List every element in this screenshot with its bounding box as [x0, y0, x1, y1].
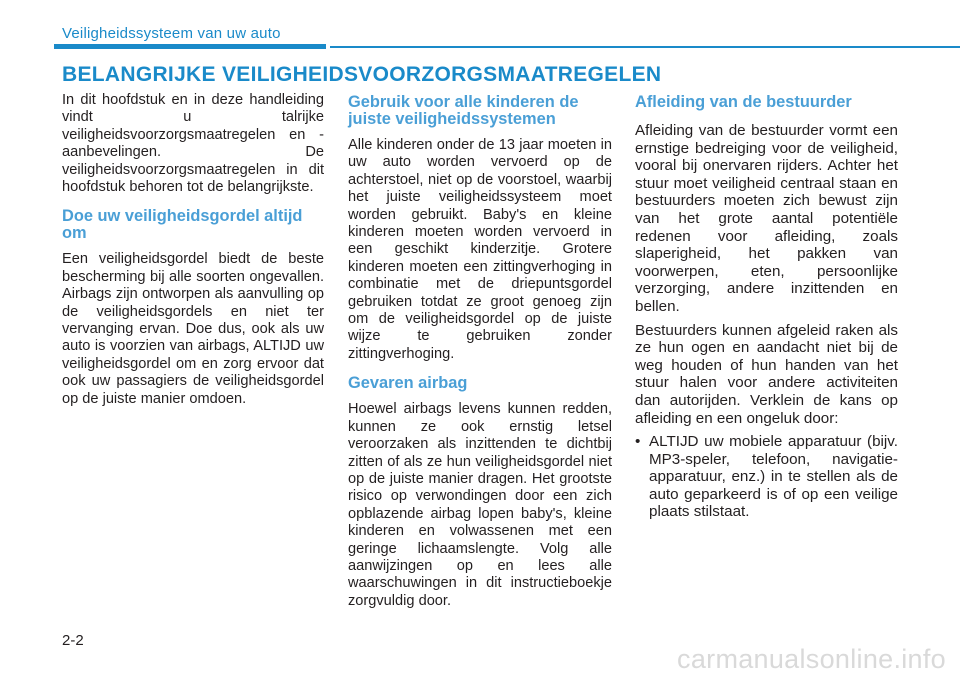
page-number: 2-2	[62, 632, 84, 649]
intro-paragraph: In dit hoofdstuk en in deze handleiding vindt u talrijke veiligheidsvoorzorgsmaatregelen en -aanbevelingen. De veiligheidsvoorzorgsmaatregelen in dit hoofdstuk behoren tot de belangrijkste.	[62, 92, 324, 196]
driver-distraction-paragraph-2: Bestuurders kunnen afgeleid raken als ze hun ogen en aandacht niet bij de weg houden of hun handen van het stuur halen voor andere activiteiten dan autorijden. Verklein de kans op afleiding en een ongeluk door:	[635, 321, 898, 427]
column-1	[62, 92, 324, 418]
seatbelt-paragraph: Een veiligheidsgordel biedt de beste bescherming bij alle soorten ongevallen. Airbags zijn ontworpen als aanvulling op de veiligheidsgordels en niet ter vervanging ervan. Doe dus, ook als uw auto is voorzien van airbags, ALTIJD uw veiligheidsgordel om en zorg ervoor dat ook uw passagiers de veiligheidsgordel op de juiste manier omdoen.	[62, 251, 324, 407]
column-3	[635, 92, 898, 521]
child-restraint-paragraph: Alle kinderen onder de 13 jaar moeten in uw auto worden vervoerd op de achterstoel, niet op de voorstoel, waarbij het juiste veiligheidssysteem moet worden gebruikt. Baby's en kleine kinderen moeten worden vervoerd in een geschikt kinderzitje. Grotere kinderen moeten een zittingverhoging in combinatie met de driepuntsgordel gebruiken totdat ze groot genoeg zijn om de veiligheidsgordel op de juiste wijze te gebruiken zonder zittingverhoging.	[348, 137, 612, 362]
header-rule-thin	[330, 46, 960, 48]
column-2	[348, 92, 612, 620]
section-header-title: Veiligheidssysteem van uw auto	[62, 25, 281, 42]
child-restraint-heading: Gebruik voor alle kinderen de juiste veiligheidssystemen	[348, 93, 579, 128]
airbag-hazards-paragraph: Hoewel airbags levens kunnen redden, kunnen ze ook ernstig letsel veroorzaken als inzittenden te dichtbij zitten of als ze hun veiligheidsgordel niet op de juiste manier dragen. Het grootste risico op verwondingen door een zich opblazende airbag lopen baby's, kleine kinderen en volwassenen met een geringe lichaamslengte. Volg alle aanwijzingen op en lees alle waarschuwingen in dit instructieboekje zorgvuldig door.	[348, 401, 612, 609]
seatbelt-heading: Doe uw veiligheidsgordel altijd om	[62, 207, 303, 243]
list-item	[635, 433, 898, 521]
driver-distraction-heading: Afleiding van de bestuurder	[635, 93, 852, 111]
header-rule-thick	[54, 44, 326, 49]
bullet-text: ALTIJD uw mobiele apparatuur (bijv. MP3-speler, telefoon, navigatie-apparatuur, enz.) in te stellen als de auto geparkeerd is of op een veilige plaats stilstaat.	[649, 433, 898, 521]
airbag-hazards-heading: Gevaren airbag	[348, 374, 468, 393]
page-title: BELANGRIJKE VEILIGHEIDSVOORZORGSMAATREGELEN	[62, 63, 662, 86]
driver-distraction-paragraph-1: Afleiding van de bestuurder vormt een ernstige bedreiging voor de veiligheid, vooral bij onervaren rijders. Achter het stuur moet veiligheid centraal staan en bestuurders moeten zich bewust zijn van het grote aantal potentiële redenen voor afleiding, zoals slaperigheid, het pakken van voorwerpen, eten, persoonlijke verzorging, andere inzittenden en bellen.	[635, 122, 898, 315]
bullet-icon: •	[635, 433, 641, 451]
watermark: carmanualsonline.info	[677, 644, 946, 674]
